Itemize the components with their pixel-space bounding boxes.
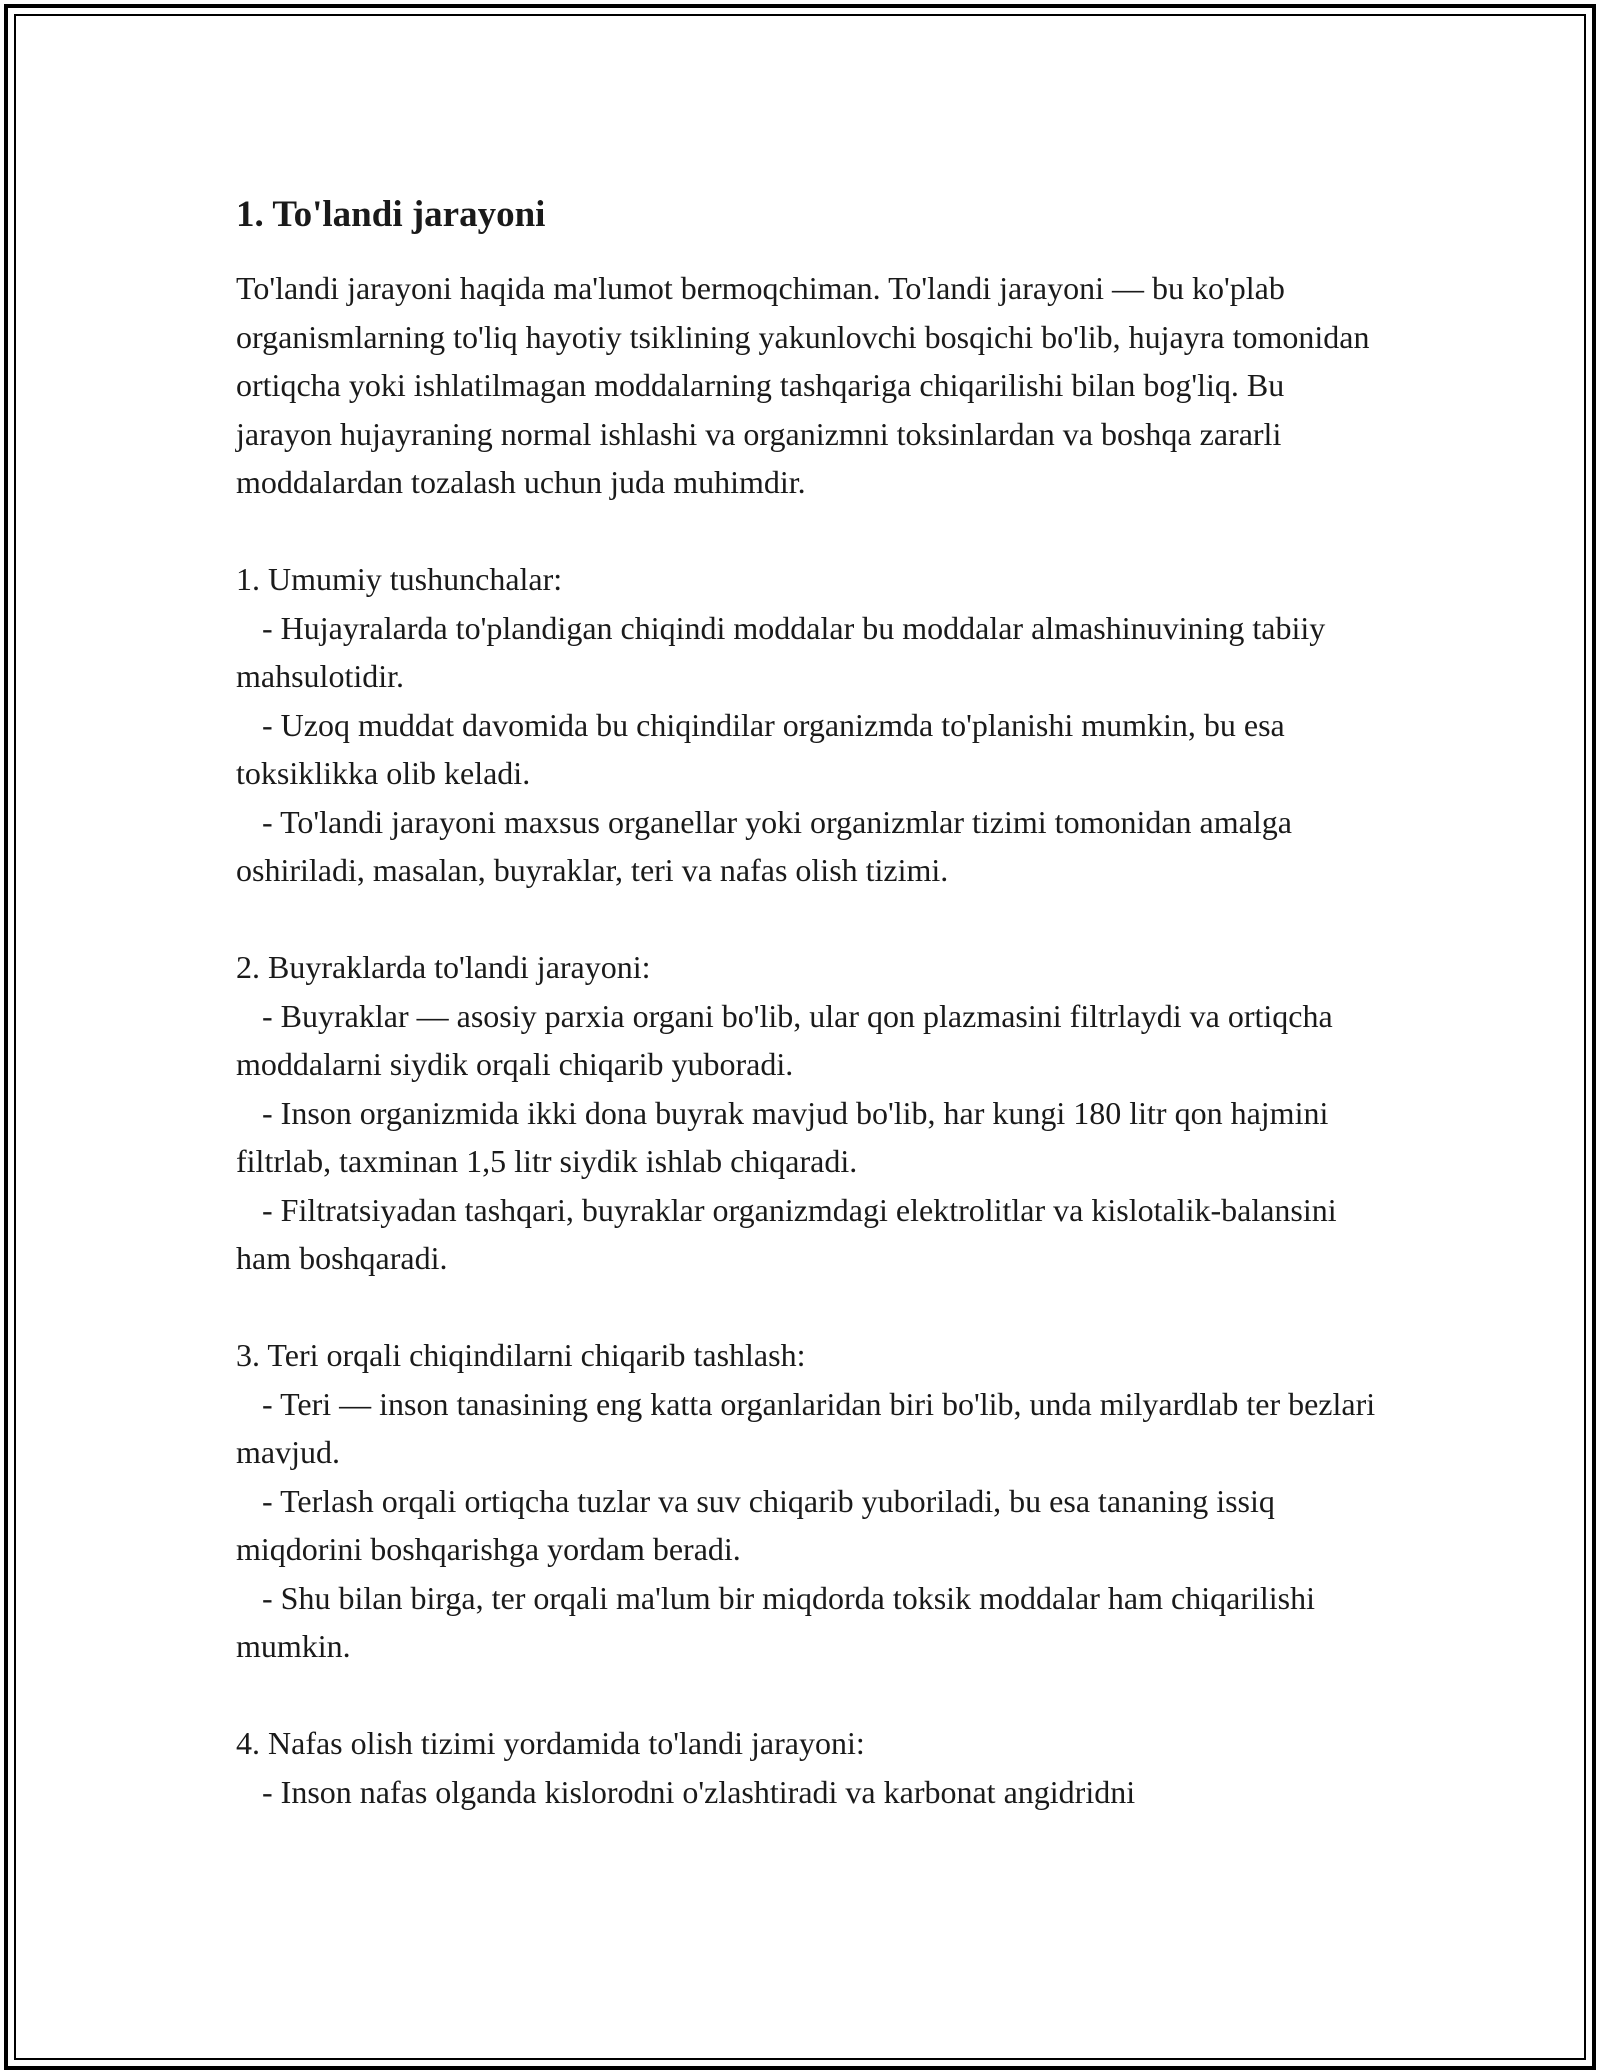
bullet-item: - Inson nafas olganda kislorodni o'zlashtiradi va karbonat angidridni xyxy=(262,1773,1136,1810)
bullet-item: - Shu bilan birga, ter orqali ma'lum bir miqdorda toksik moddalar ham chiqarilishi mumkin. xyxy=(236,1579,1315,1664)
bullet-item: - Terlash orqali ortiqcha tuzlar va suv chiqarib yuboriladi, bu esa tananing issiq miqdorini boshqarishga yordam beradi. xyxy=(236,1482,1275,1567)
section-title: 2. Buyraklarda to'landi jarayoni: xyxy=(236,949,651,985)
section-respiratory xyxy=(236,1719,1376,1816)
bullet-item: - Buyraklar — asosiy parxia organi bo'lib, ular qon plazmasini filtrlaydi va ortiqcha moddalarni siydik orqali chiqarib yuboradi. xyxy=(236,997,1333,1082)
intro-paragraph: To'landi jarayoni haqida ma'lumot bermoqchiman. To'landi jarayoni — bu ko'plab organismlarning to'liq hayotiy tsiklining yakunlovchi bosqichi bo'lib, hujayra tomonidan ortiqcha yoki ishlatilmagan moddalarning tashqariga chiqarilishi bilan bog'liq. Bu jarayon hujayraning normal ishlashi va organizmni toksinlardan va boshqa zararli moddalardan tozalash uchun juda muhimdir. xyxy=(236,270,1370,500)
section-title: 4. Nafas olish tizimi yordamida to'landi jarayoni: xyxy=(236,1725,865,1761)
bullet-item: - Filtratsiyadan tashqari, buyraklar organizmdagi elektrolitlar va kislotalik-balansini ham boshqaradi. xyxy=(236,1191,1337,1276)
document-body xyxy=(236,186,1376,1816)
section-general-concepts xyxy=(236,555,1376,895)
section-kidneys xyxy=(236,943,1376,1283)
section-skin xyxy=(236,1331,1376,1671)
section-title: 3. Teri orqali chiqindilarni chiqarib tashlash: xyxy=(236,1337,806,1373)
document-heading: 1. To'landi jarayoni xyxy=(236,194,546,235)
bullet-item: - Inson organizmida ikki dona buyrak mavjud bo'lib, har kungi 180 litr qon hajmini filtrlab, taxminan 1,5 litr siydik ishlab chiqaradi. xyxy=(236,1094,1329,1179)
bullet-item: - To'landi jarayoni maxsus organellar yoki organizmlar tizimi tomonidan amalga oshiriladi, masalan, buyraklar, teri va nafas olish tizimi. xyxy=(236,803,1292,888)
section-title: 1. Umumiy tushunchalar: xyxy=(236,561,563,597)
bullet-item: - Uzoq muddat davomida bu chiqindilar organizmda to'planishi mumkin, bu esa toksiklikka olib keladi. xyxy=(236,706,1285,791)
bullet-item: - Teri — inson tanasining eng katta organlaridan biri bo'lib, unda milyardlab ter bezlari mavjud. xyxy=(236,1385,1376,1470)
bullet-item: - Hujayralarda to'plandigan chiqindi moddalar bu moddalar almashinuvining tabiiy mahsulotidir. xyxy=(236,609,1326,694)
